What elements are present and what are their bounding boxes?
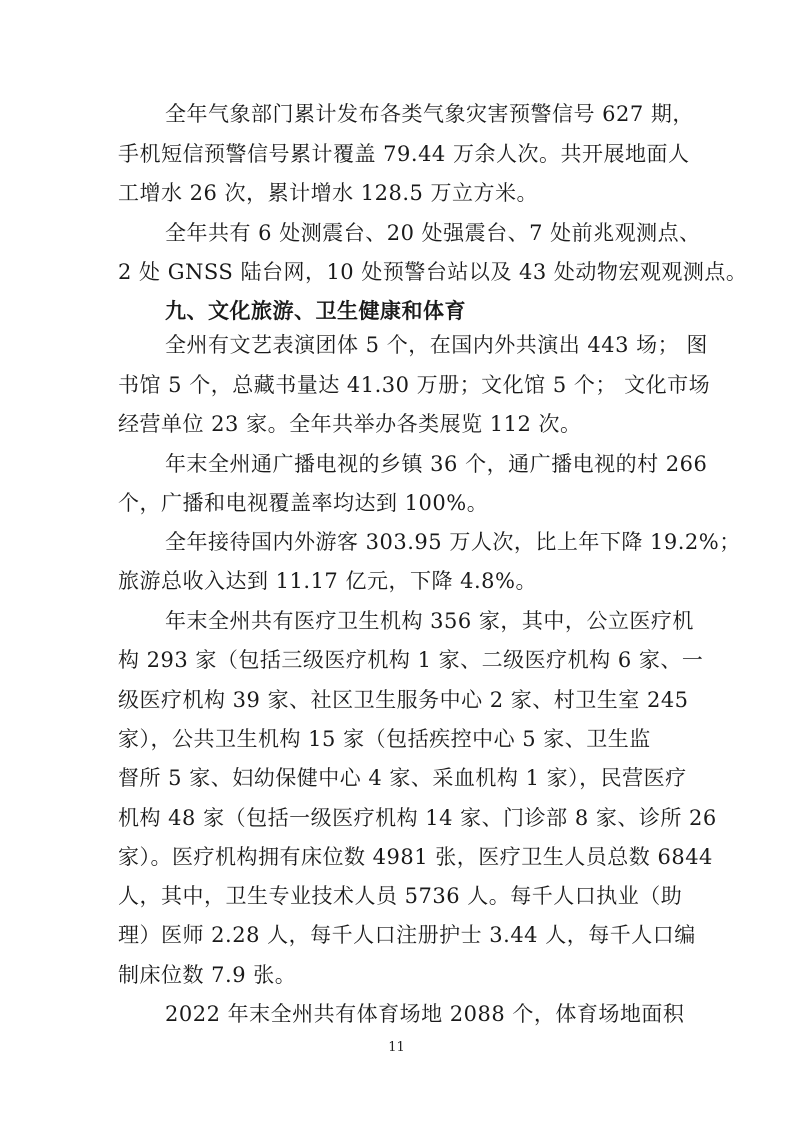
paragraph-line: 手机短信预警信号累计覆盖 79.44 万余人次。共开展地面人 xyxy=(118,142,690,166)
paragraph-line: 经营单位 23 家。全年共举办各类展览 112 次。 xyxy=(118,412,582,436)
paragraph-line: 构 293 家（包括三级医疗机构 1 家、二级医疗机构 6 家、一 xyxy=(118,648,704,672)
paragraph-line: 督所 5 家、妇幼保健中心 4 家、采血机构 1 家），民营医疗 xyxy=(118,766,687,790)
paragraph-line: 书馆 5 个，总藏书量达 41.30 万册；文化馆 5 个； 文化市场 xyxy=(118,373,711,397)
paragraph-line: 年末全州共有医疗卫生机构 356 家，其中，公立医疗机 xyxy=(165,609,694,633)
paragraph-line: 家），公共卫生机构 15 家（包括疾控中心 5 家、卫生监 xyxy=(118,727,651,751)
paragraph-line: 旅游总收入达到 11.17 亿元，下降 4.8%。 xyxy=(118,569,537,593)
paragraph-line: 2 处 GNSS 陆台网，10 处预警台站以及 43 处动物宏观观测点。 xyxy=(118,260,748,284)
paragraph-line: 机构 48 家（包括一级医疗机构 14 家、门诊部 8 家、诊所 26 xyxy=(118,806,717,830)
paragraph-line: 级医疗机构 39 家、社区卫生服务中心 2 家、村卫生室 245 xyxy=(118,688,689,712)
section-heading: 九、文化旅游、卫生健康和体育 xyxy=(165,299,466,323)
paragraph-line: 年末全州通广播电视的乡镇 36 个，通广播电视的村 266 xyxy=(165,452,708,476)
paragraph-line: 家）。医疗机构拥有床位数 4981 张，医疗卫生人员总数 6844 xyxy=(118,845,713,869)
page-number: 11 xyxy=(388,1040,405,1055)
paragraph-line: 全州有文艺表演团体 5 个，在国内外共演出 443 场； 图 xyxy=(165,333,708,357)
paragraph-line: 全年接待国内外游客 303.95 万人次，比上年下降 19.2%； xyxy=(165,530,741,554)
paragraph-line: 工增水 26 次，累计增水 128.5 万立方米。 xyxy=(118,181,539,205)
paragraph-line: 全年气象部门累计发布各类气象灾害预警信号 627 期， xyxy=(165,102,694,126)
paragraph-line: 全年共有 6 处测震台、20 处强震台、7 处前兆观测点、 xyxy=(165,221,701,245)
paragraph-line: 理）医师 2.28 人，每千人口注册护士 3.44 人，每千人口编 xyxy=(118,923,696,947)
paragraph-line: 个，广播和电视覆盖率均达到 100%。 xyxy=(118,491,489,515)
paragraph-line: 人，其中，卫生专业技术人员 5736 人。每千人口执业（助 xyxy=(118,884,683,908)
paragraph-line: 2022 年末全州共有体育场地 2088 个，体育场地面积 xyxy=(165,1002,685,1026)
paragraph-line: 制床位数 7.9 张。 xyxy=(118,963,297,987)
